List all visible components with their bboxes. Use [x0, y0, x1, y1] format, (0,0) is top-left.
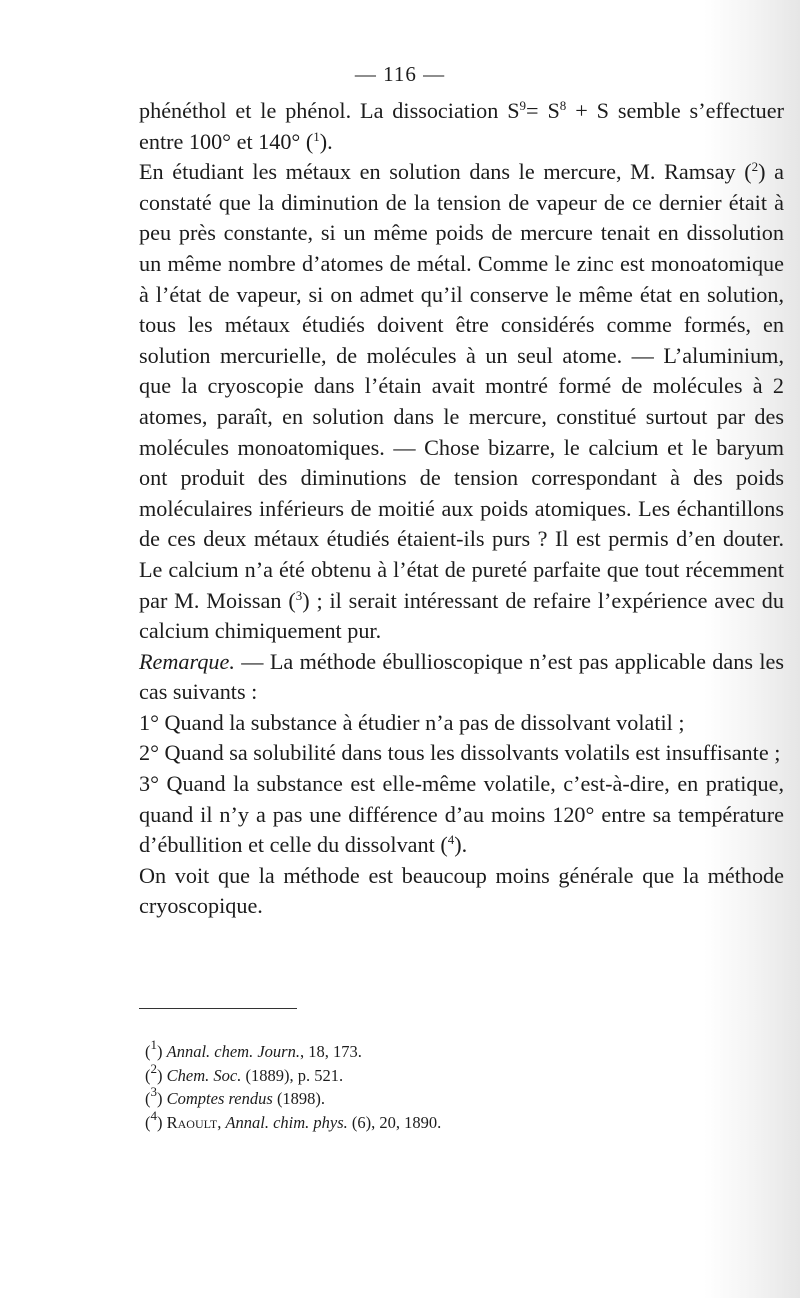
footnote-1: ($^1$) Annal. chem. Journ., 18, 173. [145, 1037, 362, 1061]
footnote-ref-1: 1 [313, 128, 320, 144]
paragraph-1: phénéthol et le phénol. La dissociation $S^9= S^8 + S$ semble s’effectuer entre 100° et 140° ($^1$). [139, 98, 784, 154]
footnotes [145, 1037, 745, 1134]
footnote-ref-2: 2 [751, 159, 759, 175]
paragraph-conclusion: On voit que la méthode est beaucoup moins générale que la méthode cryoscopique. [139, 862, 784, 919]
list-item-2: 2° Quand sa solubilité dans tous les dissolvants volatils est insuffisante ; [139, 740, 781, 766]
footnote-divider [139, 1008, 297, 1009]
paragraph-2: En étudiant les métaux en solution dans le mercure, M. Ramsay ($^2$) a constaté que la diminution de la tension de vapeur de ce dernier était à peu près constante, si un même poids de mercure tenait en dissolution un même nombre d’atomes de métal. Comme le zinc est monoatomique à l’état de vapeur, si on admet qu’il conserve le même état en solution, tous les métaux étudiés doivent être considérés comme formés, en solution mercurielle, de molécules à un seul atome. — L’aluminium, que la cryoscopie dans l’étain avait montré formé de molécules à 2 atomes, paraît, en solution dans le mercure, constitué surtout par des molécules monoatomiques. — Chose bizarre, le calcium et le baryum ont produit des diminutions de tension correspondant à des poids moléculaires inférieurs de moitié aux poids atomiques. Les échantillons de ces deux métaux étudiés étaient-ils purs ? Il est permis d’en douter. Le calcium n’a été obtenu à l’état de pureté parfaite que tout récemment par M. Moissan ($^3$) ; il serait intéressant de refaire l’expérience avec du calcium chimiquement pur. [139, 159, 784, 644]
footnote-ref-4: 4 [447, 832, 455, 848]
remarque-label: Remarque. [139, 648, 235, 674]
footnote-4: ($^4$) Raoult, Annal. chim. phys. (6), 20, 1890. [145, 1107, 442, 1132]
list-item-1: 1° Quand la substance à étudier n’a pas de dissolvant volatil ; [139, 709, 685, 735]
main-text [139, 96, 784, 922]
footnote-3: ($^3$) Comptes rendus (1898). [145, 1084, 326, 1109]
footnote-2: ($^2$) Chem. Soc. (1889), p. 521. [145, 1060, 344, 1085]
page-number: — 116 — [354, 62, 446, 86]
list-item-3: 3° Quand la substance est elle-même volatile, c’est-à-dire, en pratique, quand il n’y a pas une différence d’au moins 120° entre sa température d’ébullition et celle du dissolvant ($^4$). [139, 771, 784, 858]
paragraph-remarque: Remarque. — La méthode ébullioscopique n’est pas applicable dans les cas suivants : [139, 648, 784, 705]
footnote-ref-3: 3 [295, 587, 303, 603]
